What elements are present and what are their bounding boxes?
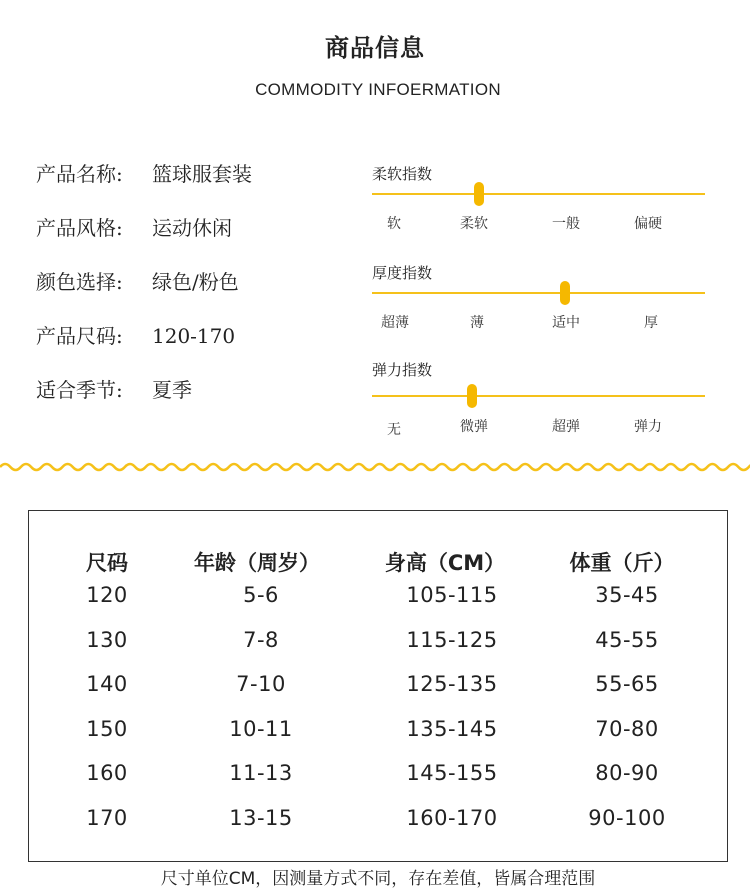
index-tick: 超弹	[552, 419, 580, 435]
table-cell-size: 130	[86, 627, 128, 652]
index-track	[372, 395, 705, 397]
table-cell-age: 11-13	[229, 761, 293, 785]
table-cell-size: 150	[86, 716, 128, 741]
table-cell-weight: 80-90	[595, 761, 659, 785]
index-marker	[467, 384, 477, 408]
size-table	[28, 510, 728, 862]
index-title: 弹力指数	[372, 361, 433, 379]
index-title: 柔软指数	[372, 165, 433, 183]
table-cell-height: 105-115	[406, 583, 498, 607]
index-tick: 微弹	[460, 419, 488, 435]
index-tick: 超薄	[381, 315, 409, 331]
table-cell-age: 13-15	[229, 805, 293, 830]
info-value: 夏季	[152, 378, 192, 402]
table-cell-weight: 70-80	[595, 716, 659, 741]
table-cell-height: 125-135	[406, 672, 498, 696]
info-label: 产品名称:	[36, 162, 123, 186]
info-label: 颜色选择:	[36, 270, 123, 294]
info-row-season	[36, 374, 192, 403]
info-label: 适合季节:	[36, 378, 123, 402]
table-cell-size: 120	[86, 583, 128, 607]
table-cell-size: 160	[86, 761, 128, 785]
index-title: 厚度指数	[372, 264, 433, 282]
table-header-weight: 体重（斤）	[569, 551, 675, 575]
table-cell-weight: 35-45	[595, 583, 659, 607]
info-row-color	[36, 266, 239, 295]
table-cell-size: 140	[86, 672, 128, 696]
index-tick: 弹力	[634, 419, 662, 435]
index-marker	[474, 182, 484, 206]
table-cell-weight: 55-65	[595, 672, 659, 696]
index-tick: 薄	[470, 315, 484, 331]
table-cell-height: 160-170	[406, 805, 498, 830]
table-cell-height: 115-125	[406, 627, 498, 652]
index-marker	[560, 281, 570, 305]
table-cell-height: 135-145	[406, 716, 498, 741]
index-tick: 适中	[552, 315, 580, 331]
table-cell-height: 145-155	[406, 761, 498, 785]
info-row-size	[36, 320, 235, 349]
index-track	[372, 292, 705, 294]
table-cell-age: 10-11	[229, 716, 293, 741]
index-tick: 柔软	[460, 216, 488, 232]
index-tick: 无	[387, 422, 401, 438]
table-cell-size: 170	[86, 805, 128, 830]
table-header-size: 尺码	[86, 551, 128, 575]
size-note: 尺寸单位CM，因测量方式不同，存在差值，皆属合理范围	[160, 869, 596, 889]
table-cell-weight: 45-55	[595, 627, 659, 652]
info-label: 产品尺码:	[36, 324, 123, 348]
index-tick: 厚	[644, 315, 658, 331]
table-cell-weight: 90-100	[588, 805, 666, 830]
table-header-age: 年龄（周岁）	[194, 551, 320, 575]
info-value: 绿色/粉色	[152, 270, 239, 294]
info-row-style	[36, 212, 232, 241]
index-tick: 一般	[552, 216, 580, 232]
table-header-height: 身高（CM）	[384, 551, 506, 575]
table-cell-age: 7-8	[243, 627, 279, 652]
index-tick: 偏硬	[634, 216, 662, 232]
table-cell-age: 7-10	[236, 672, 286, 696]
table-cell-age: 5-6	[243, 583, 279, 607]
page-subtitle: COMMODITY INFOERMATION	[255, 80, 501, 99]
index-track	[372, 193, 705, 195]
info-row-name	[36, 158, 252, 187]
info-value: 运动休闲	[152, 216, 232, 240]
wavy-divider	[0, 456, 750, 478]
index-tick: 软	[387, 216, 401, 232]
page-title: 商品信息	[325, 34, 425, 62]
info-value: 篮球服套装	[152, 162, 252, 186]
info-value: 120-170	[152, 324, 236, 348]
info-label: 产品风格:	[36, 216, 123, 240]
